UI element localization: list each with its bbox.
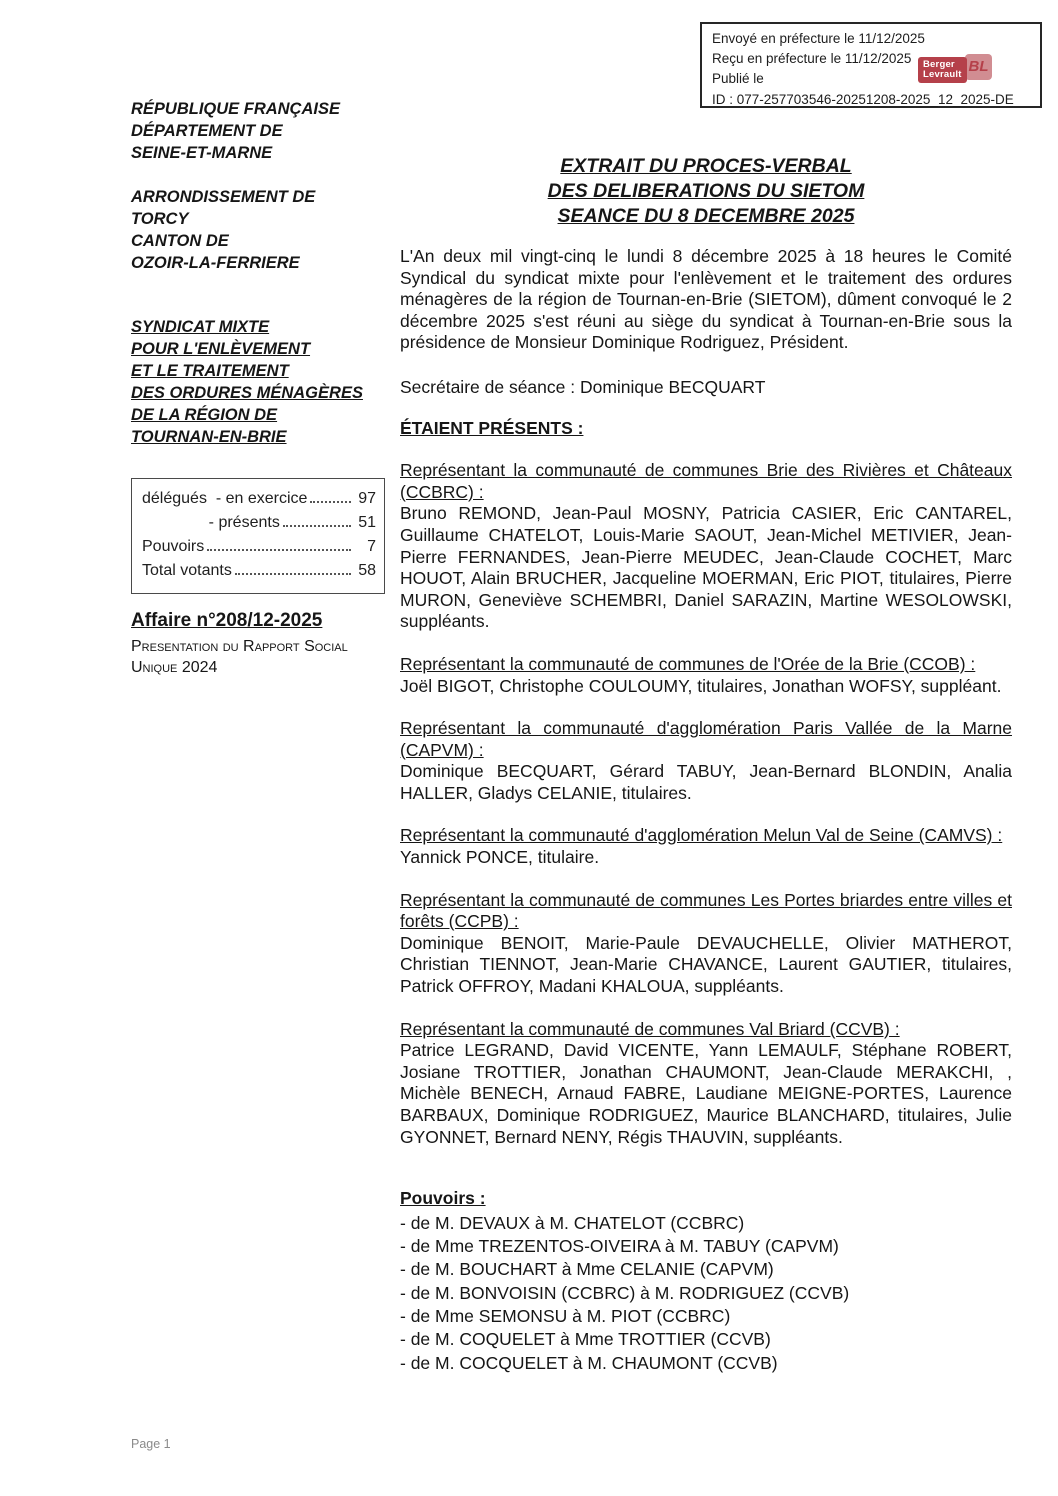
affaire-number: Affaire n°208/12-2025: [131, 610, 323, 631]
stamp-line: Envoyé en préfecture le 11/12/2025: [712, 31, 925, 46]
stamp-line: Reçu en préfecture le 11/12/2025: [712, 51, 912, 67]
dotted-leader: [207, 549, 351, 551]
stamp-line: Publié le: [712, 71, 764, 87]
document-title-line: SEANCE DU 8 DECEMBRE 2025: [557, 205, 855, 227]
power-item: - de M. BOUCHART à Mme CELANIE (CAPVM): [400, 1259, 774, 1280]
sidebar-region-block: [131, 98, 395, 164]
dotted-leader: [283, 525, 351, 527]
sidebar-line: DES ORDURES MÉNAGÈRES: [131, 384, 363, 402]
sidebar-line: TOURNAN-EN-BRIE: [131, 428, 287, 446]
delegates-row: [142, 559, 376, 583]
group-members: Dominique BENOIT, Marie-Paule DEVAUCHELLE, Olivier MATHEROT, Christian TIENNOT, Jean-Marie CHAVANCE, Laurent GAUTIER, titulaires, Patrick OFFROY, Madani KHALOUA, suppléants.: [400, 932, 1012, 997]
page-number: Page 1: [131, 1437, 171, 1451]
group-heading: Représentant la communauté de communes Les Portes briardes entre villes et forêts (CCPB) :: [400, 889, 1012, 932]
delegates-row-label: délégués - en exercice: [142, 490, 308, 507]
power-item: - de M. BONVOISIN (CCBRC) à M. RODRIGUEZ (CCVB): [400, 1282, 850, 1303]
delegates-row: [142, 487, 376, 511]
group-members: Yannick PONCE, titulaire.: [400, 847, 600, 868]
powers-heading: Pouvoirs :: [400, 1188, 486, 1209]
sidebar-line: POUR L'ENLÈVEMENT: [131, 340, 311, 358]
intro-paragraph: L'An deux mil vingt-cinq le lundi 8 décembre 2025 à 18 heures le Comité Syndical du syndicat mixte pour l'enlèvement et le traitement des ordures ménagères de la région de Tournan-en-Brie (SIETOM), dûment convoqué le 2 décembre 2025 s'est réuni au siège du syndicat à Tournan-en-Brie sous la présidence de Monsieur Dominique Rodriguez, Président.: [400, 246, 1012, 353]
attendee-group: [400, 1019, 1012, 1149]
delegates-row-value: 51: [358, 514, 376, 531]
sidebar-line: DÉPARTEMENT DE: [131, 122, 283, 140]
powers-list: [400, 1212, 1012, 1375]
sidebar-syndicat-block: [131, 316, 395, 448]
affaire-block: [131, 610, 395, 678]
sidebar-line: SEINE-ET-MARNE: [131, 144, 273, 162]
main-content: [400, 154, 1012, 1375]
delegates-row: [142, 511, 376, 535]
group-members: Dominique BECQUART, Gérard TABUY, Jean-Bernard BLONDIN, Analia HALLER, Gladys CELANIE, titulaires.: [400, 761, 1012, 803]
group-heading: Représentant la communauté d'agglomération Melun Val de Seine (CAMVS) :: [400, 825, 1003, 846]
sidebar: [131, 98, 395, 678]
attendee-group: [400, 654, 1012, 697]
delegates-row-value: 97: [358, 490, 376, 507]
power-item: - de M. DEVAUX à M. CHATELOT (CCBRC): [400, 1212, 745, 1233]
power-item: - de Mme SEMONSU à M. PIOT (CCBRC): [400, 1305, 731, 1326]
sidebar-line: TORCY: [131, 210, 189, 228]
affaire-subject: Presentation du Rapport Social Unique 2024: [131, 638, 348, 676]
document-title: [400, 154, 1012, 229]
group-heading: Représentant la communauté de communes Val Briard (CCVB) :: [400, 1018, 900, 1039]
group-members: Bruno REMOND, Jean-Paul MOSNY, Patricia CASIER, Eric CANTAREL, Guillaume CHATELOT, Louis-Marie SAOUT, Jean-Michel METIVIER, Jean-Pierre FERNANDES, Jean-Pierre MEUDEC, Jean-Claude COCHET, Marc HOUOT, Alain BRUCHER, Jacqueline MOERMAN, Eric PIOT, titulaires, Pierre MURON, Geneviève SCHEMBRI, Daniel SARAZIN, Martine WESOLOWSKI, suppléants.: [400, 503, 1012, 632]
sidebar-line: RÉPUBLIQUE FRANÇAISE: [131, 100, 341, 118]
sidebar-line: ET LE TRAITEMENT: [131, 362, 289, 380]
attendee-group: [400, 825, 1012, 868]
delegates-row: [142, 535, 376, 559]
sidebar-district-block: [131, 186, 395, 274]
attendee-group: [400, 460, 1012, 633]
delegates-row-value: 7: [367, 538, 376, 555]
power-item: - de M. COCQUELET à M. CHAUMONT (CCVB): [400, 1352, 778, 1373]
power-item: - de M. COQUELET à Mme TROTTIER (CCVB): [400, 1329, 771, 1350]
present-heading: ÉTAIENT PRÉSENTS :: [400, 417, 584, 438]
logo-name-line2: Levrault: [923, 69, 962, 80]
group-heading: Représentant la communauté d'agglomération Paris Vallée de la Marne (CAPVM) :: [400, 718, 1012, 760]
group-members: Patrice LEGRAND, David VICENTE, Yann LEMAULF, Stéphane ROBERT, Josiane TROTTIER, Jonathan CHAUMONT, Jean-Claude MERAKCHI, , Michèle BENECH, Arnaud FABRE, Laudiane MEIGNE-PORTES, Laurence BARBAUX, Dominique RODRIGUEZ, Maurice BLANCHARD, titulaires, Julie GYONNET, Bernard NENY, Régis THAUVIN, suppléants.: [400, 1040, 1012, 1147]
power-item: - de Mme TREZENTOS-OIVEIRA à M. TABUY (CAPVM): [400, 1236, 839, 1257]
delegates-row-label: - présents: [142, 514, 280, 531]
document-title-line: EXTRAIT DU PROCES-VERBAL: [560, 155, 852, 177]
delegates-row-label: Pouvoirs: [142, 538, 205, 555]
secretary-line: Secrétaire de séance : Dominique BECQUART: [400, 376, 766, 397]
attendee-group: [400, 890, 1012, 998]
berger-levrault-monogram-icon: BL: [965, 54, 992, 80]
prefecture-stamp: [700, 22, 1042, 108]
stamp-line: ID : 077-257703546-20251208-2025_12_2025-DE: [712, 91, 1014, 107]
delegates-count-box: [131, 478, 385, 594]
attendee-groups: [400, 460, 1012, 1148]
delegates-row-label: Total votants: [142, 562, 232, 579]
sidebar-line: OZOIR-LA-FERRIERE: [131, 254, 300, 272]
sidebar-line: ARRONDISSEMENT DE: [131, 188, 316, 206]
group-heading: Représentant la communauté de communes Brie des Rivières et Châteaux (CCBRC) :: [400, 460, 1012, 502]
logo-name-line1: Berger: [923, 59, 955, 70]
delegates-row-value: 58: [358, 562, 376, 579]
dotted-leader: [235, 573, 351, 575]
dotted-leader: [310, 501, 351, 503]
group-heading: Représentant la communauté de communes de l'Orée de la Brie (CCOB) :: [400, 653, 976, 674]
sidebar-line: SYNDICAT MIXTE: [131, 318, 270, 336]
attendee-group: [400, 718, 1012, 804]
sidebar-line: DE LA RÉGION DE: [131, 406, 278, 424]
group-members: Joël BIGOT, Christophe COULOUMY, titulaires, Jonathan WOFSY, suppléant.: [400, 675, 1002, 696]
document-title-line: DES DELIBERATIONS DU SIETOM: [547, 180, 865, 202]
sidebar-line: CANTON DE: [131, 232, 229, 250]
